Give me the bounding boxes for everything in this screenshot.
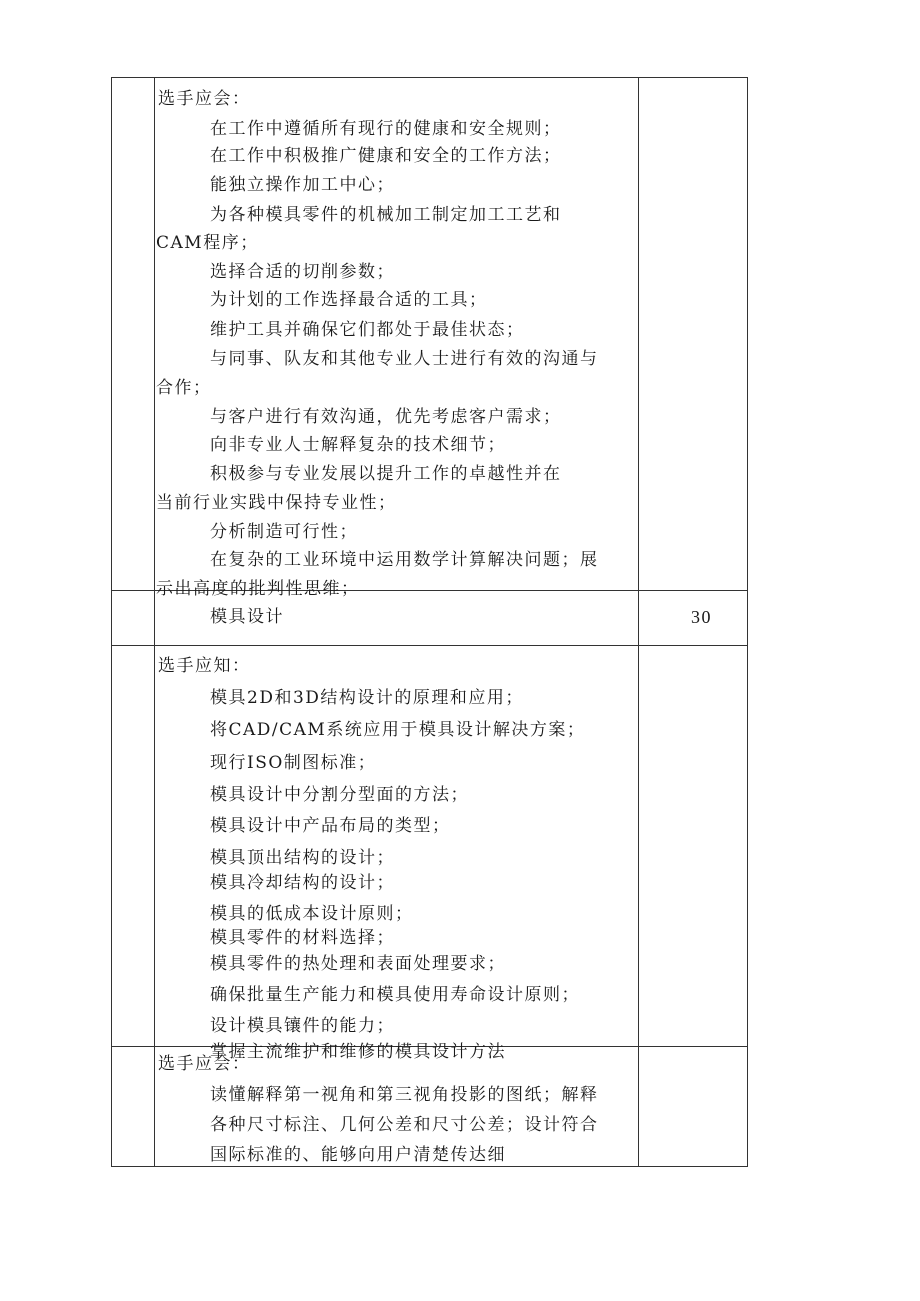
- module-title-cell: [155, 591, 638, 645]
- knowledge-item: 模具的低成本设计原则；: [210, 904, 414, 924]
- competency-table: [111, 77, 748, 1167]
- skill-item: 与客户进行有效沟通，优先考虑客户需求；: [210, 407, 562, 427]
- skill-item: 各种尺寸标注、几何公差和尺寸公差；设计符合: [210, 1115, 599, 1135]
- skill-item: 与同事、队友和其他专业人士进行有效的沟通与: [210, 349, 599, 369]
- skill-item: 为各种模具零件的机械加工制定加工工艺和: [210, 205, 562, 225]
- skill-item: CAM程序；: [156, 233, 259, 253]
- module-score: 30: [691, 607, 712, 627]
- skill-item: 读懂解释第一视角和第三视角投影的图纸；解释: [210, 1085, 599, 1105]
- skill-item: 选择合适的切削参数；: [210, 262, 395, 282]
- skill-item: 在工作中积极推广健康和安全的工作方法；: [210, 146, 562, 166]
- skill-item: 在复杂的工业环境中运用数学计算解决问题；展: [210, 550, 599, 570]
- knowledge-item: 模具设计中分割分型面的方法；: [210, 785, 469, 805]
- skills-heading-2: 选手应会：: [158, 1054, 251, 1074]
- knowledge-item: 模具零件的热处理和表面处理要求；: [210, 954, 506, 974]
- table-border-left: [111, 77, 112, 1167]
- skill-item: 积极参与专业发展以提升工作的卓越性并在: [210, 464, 562, 484]
- knowledge-item: 模具设计中产品布局的类型；: [210, 816, 451, 836]
- knowledge-item: 确保批量生产能力和模具使用寿命设计原则；: [210, 985, 580, 1005]
- knowledge-item: 模具冷却结构的设计；: [210, 873, 395, 893]
- skill-item: 合作；: [156, 378, 212, 398]
- table-border-right: [747, 77, 748, 1167]
- skill-item: 在工作中遵循所有现行的健康和安全规则；: [210, 119, 562, 139]
- table-border-bottom: [111, 1166, 748, 1167]
- skill-item: 当前行业实践中保持专业性；: [156, 493, 397, 513]
- skill-item: 示出高度的批判性思维；: [156, 579, 360, 599]
- skill-item: 向非专业人士解释复杂的技术细节；: [210, 435, 506, 455]
- skills-cell-2: [155, 1047, 638, 1166]
- skills-cell: [155, 78, 638, 599]
- module-score-cell: [639, 591, 747, 645]
- skill-item: 为计划的工作选择最合适的工具；: [210, 290, 488, 310]
- skill-item: 国际标准的、能够向用户清楚传达细: [210, 1145, 506, 1165]
- knowledge-heading: 选手应知：: [158, 656, 251, 676]
- module-title: 模具设计: [210, 607, 284, 627]
- skills-heading: 选手应会：: [158, 89, 251, 109]
- skill-item: 分析制造可行性；: [210, 522, 358, 542]
- skill-item: 维护工具并确保它们都处于最佳状态；: [210, 320, 525, 340]
- knowledge-item: 模具零件的材料选择；: [210, 928, 395, 948]
- knowledge-item: 掌握主流维护和维修的模具设计方法: [210, 1042, 506, 1062]
- knowledge-item: 设计模具镶件的能力；: [210, 1016, 395, 1036]
- knowledge-item: 现行ISO制图标准；: [210, 753, 377, 773]
- knowledge-cell: [155, 646, 638, 1062]
- knowledge-item: 模具顶出结构的设计；: [210, 848, 395, 868]
- skill-item: 能独立操作加工中心；: [210, 175, 395, 195]
- knowledge-item: 将CAD/CAM系统应用于模具设计解决方案；: [210, 720, 586, 740]
- knowledge-item: 模具2D和3D结构设计的原理和应用；: [210, 688, 524, 708]
